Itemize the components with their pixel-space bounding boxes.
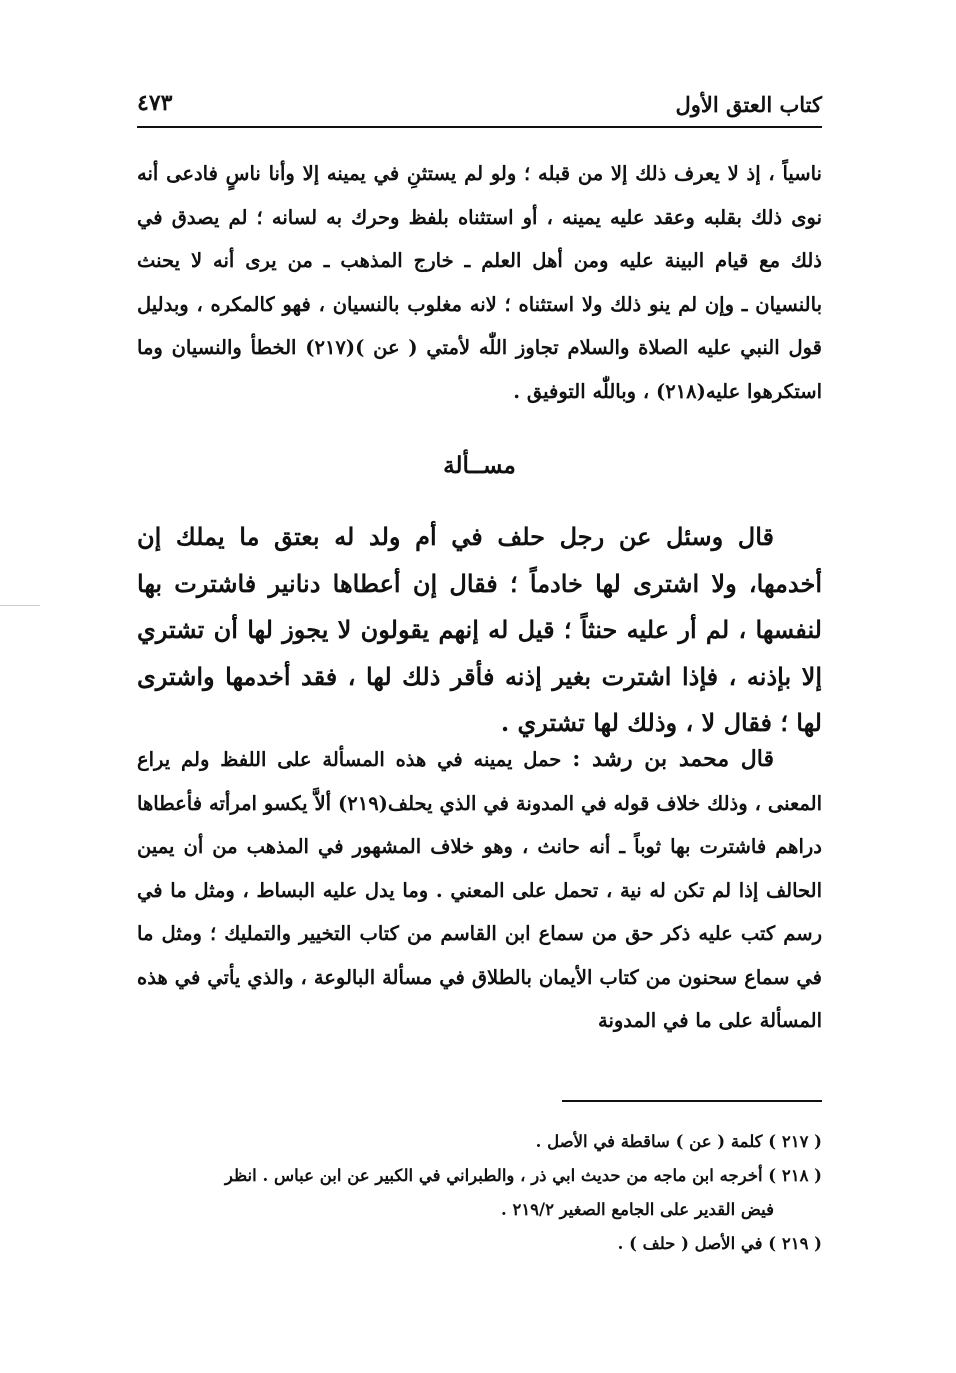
footnote-text: ( ٢١٨ ) أخرجه ابن ماجه من حديث ابي ذر ، والطبراني في الكبير عن ابن عباس . انظر — [224, 1166, 822, 1185]
commentary-paragraph — [137, 738, 822, 1043]
paragraph-continued: ناسياً ، إذ لا يعرف ذلك إلا من قبله ؛ ولو لم يستثنِ في يمينه إلا وأنا ناسٍ فادعى أنه نوى ذلك بقلبه وعقد عليه يمينه ، أو استثناه بلفظ وحرك به لسانه ؛ لم يصدق في ذلك مع قيام البينة عليه ومن أهل العلم ـ خارج المذهب ـ من يرى أنه لا يحنث بالنسيان ـ وإن لم ينو ذلك ولا استثناه ؛ لانه مغلوب بالنسيان ، فهو كالمكره ، وبدليل قول النبي عليه الصلاة والسلام تجاوز اللّٰه لأمتي ( عن )(٢١٧) الخطأ والنسيان وما استكرهوا عليه(٢١٨) ، وباللّٰه التوفيق . — [137, 162, 823, 403]
footnote-218 — [137, 1159, 822, 1227]
footnote-219 — [137, 1227, 822, 1261]
section-heading: مســألة — [443, 452, 516, 479]
footnote-text-continued: فيض القدير على الجامع الصغير ٢١٩/٢ . — [500, 1200, 774, 1219]
footnote-217 — [137, 1125, 822, 1159]
footnote-separator — [562, 1100, 822, 1102]
commentary-lead: قال محمد بن رشد : — [572, 746, 774, 772]
page-number: ٤٧٣ — [137, 90, 173, 116]
running-title: كتاب العتق الأول — [675, 92, 822, 117]
question-paragraph: قال وسئل عن رجل حلف في أم ولد له بعتق ما يملك إن أخدمها، ولا اشترى لها خادماً ؛ فقال إن أعطاها دنانير فاشترت بها لنفسها ، لم أر عليه حنثاً ؛ قيل له إنهم يقولون لا يجوز لها أن تشتري إلا بإذنه ، فإذا اشترت بغير إذنه فأقر ذلك لها ، فقد أخدمها واشترى لها ؛ فقال لا ، وذلك لها تشتري . — [137, 522, 822, 737]
page-header — [137, 86, 822, 128]
footnotes — [137, 1125, 822, 1261]
commentary-text: حمل يمينه في هذه المسألة على اللفظ ولم يراع المعنى ، وذلك خلاف قوله في المدونة في الذي يحلف(٢١٩) ألاَّ يكسو امرأته فأعطاها دراهم فاشترت بها ثوباً ـ أنه حانث ، وهو خلاف المشهور في المذهب من أن يمين الحالف إذا لم تكن له نية ، تحمل على المعني . وما يدل عليه البساط ، ومثل ما في رسم كتب عليه ذكر حق من سماع ابن القاسم من كتاب التخيير والتمليك ؛ ومثل ما في سماع سحنون من كتاب الأيمان بالطلاق في مسألة البالوعة ، والذي يأتي في هذه المسألة على ما في المدونة — [137, 748, 822, 1032]
footnote-text: ( ٢١٧ ) كلمة ( عن ) ساقطة في الأصل . — [535, 1132, 822, 1151]
footnote-text: ( ٢١٩ ) في الأصل ( حلف ) . — [617, 1234, 822, 1253]
scan-margin-mark — [0, 605, 40, 606]
